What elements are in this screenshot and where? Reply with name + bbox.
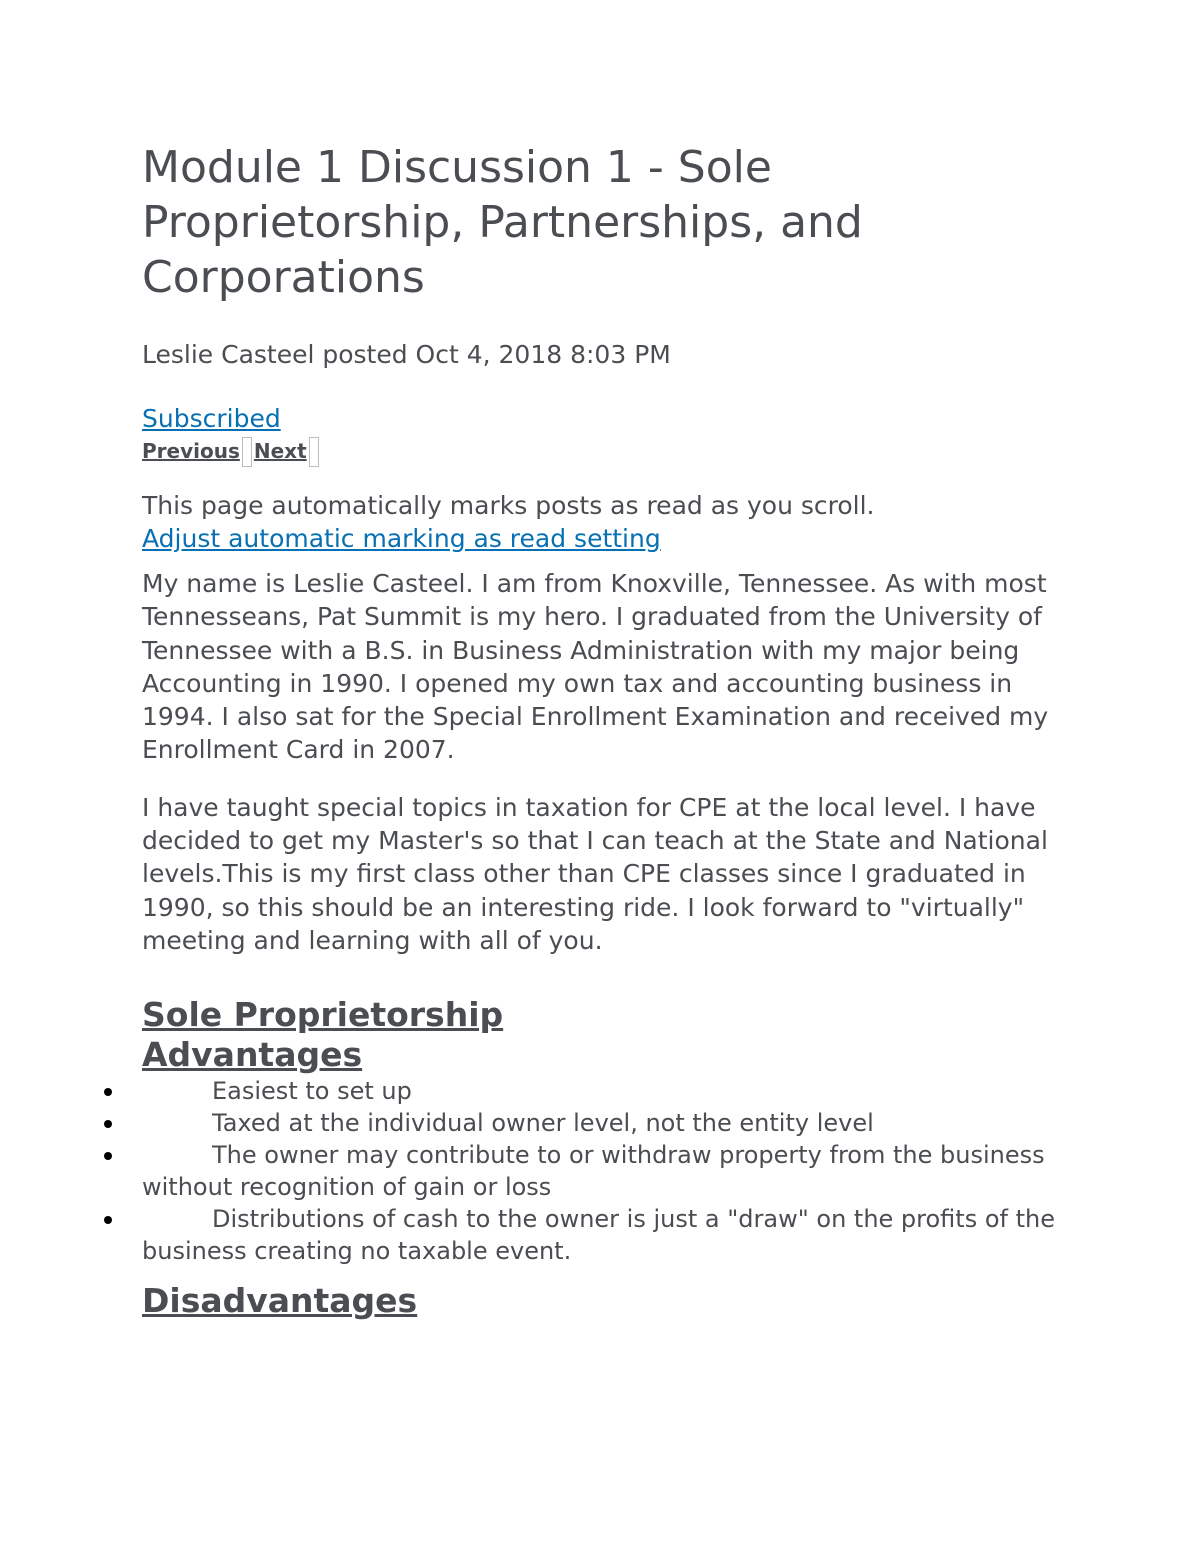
- discussion-page: [142, 140, 1062, 1321]
- advantages-heading: Advantages: [142, 1035, 363, 1075]
- list-item-text: The owner may contribute to or withdraw property from the business without recognition of gain or loss: [142, 1141, 1045, 1202]
- list-item: [142, 1139, 1062, 1203]
- list-item: [142, 1075, 1062, 1107]
- list-item-text: Easiest to set up: [212, 1077, 412, 1106]
- read-marking-text: This page automatically marks posts as read as you scroll.: [142, 491, 875, 520]
- list-item-text: Distributions of cash to the owner is just a "draw" on the profits of the business creating no taxable event.: [142, 1205, 1055, 1266]
- sole-proprietorship-heading: Sole Proprietorship: [142, 995, 504, 1035]
- disadvantages-heading: Disadvantages: [142, 1281, 418, 1321]
- next-icon: [309, 437, 319, 467]
- post-paragraph-goals: I have taught special topics in taxation for CPE at the local level. I have decided to get my Master's so that I can teach at the State and National levels.This is my first class other than CPE classes since I graduated in 1990, so this should be an interesting ride. I look forward to "virtually" meeting and learning with all of you.: [142, 792, 1048, 955]
- next-link[interactable]: Next: [253, 438, 307, 463]
- advantages-list: [142, 1075, 1062, 1267]
- previous-icon: [242, 437, 252, 467]
- bullet-icon: [104, 1120, 112, 1128]
- list-item-text: Taxed at the individual owner level, not the entity level: [212, 1109, 874, 1138]
- page-title: Module 1 Discussion 1 - Sole Proprietorship, Partnerships, and Corporations: [142, 142, 863, 303]
- bullet-icon: [104, 1088, 112, 1096]
- post-paragraph-intro: My name is Leslie Casteel. I am from Knoxville, Tennessee. As with most Tennesseans, Pat Summit is my hero. I graduated from the University of Tennessee with a B.S. in Business Administration with my major being Accounting in 1990. I opened my own tax and accounting business in 1994. I also sat for the Special Enrollment Examination and received my Enrollment Card in 2007.: [142, 569, 1049, 765]
- bullet-icon: [104, 1216, 112, 1224]
- previous-link[interactable]: Previous: [142, 438, 240, 463]
- post-byline: Leslie Casteel posted Oct 4, 2018 8:03 PM: [142, 340, 671, 369]
- list-item: [142, 1203, 1062, 1267]
- topic-navigation: [142, 437, 1062, 467]
- read-marking-notice: [142, 489, 1062, 555]
- adjust-read-setting-link[interactable]: Adjust automatic marking as read setting: [142, 524, 661, 553]
- subscribed-toggle-link[interactable]: Subscribed: [142, 404, 281, 433]
- list-item: [142, 1107, 1062, 1139]
- bullet-icon: [104, 1152, 112, 1160]
